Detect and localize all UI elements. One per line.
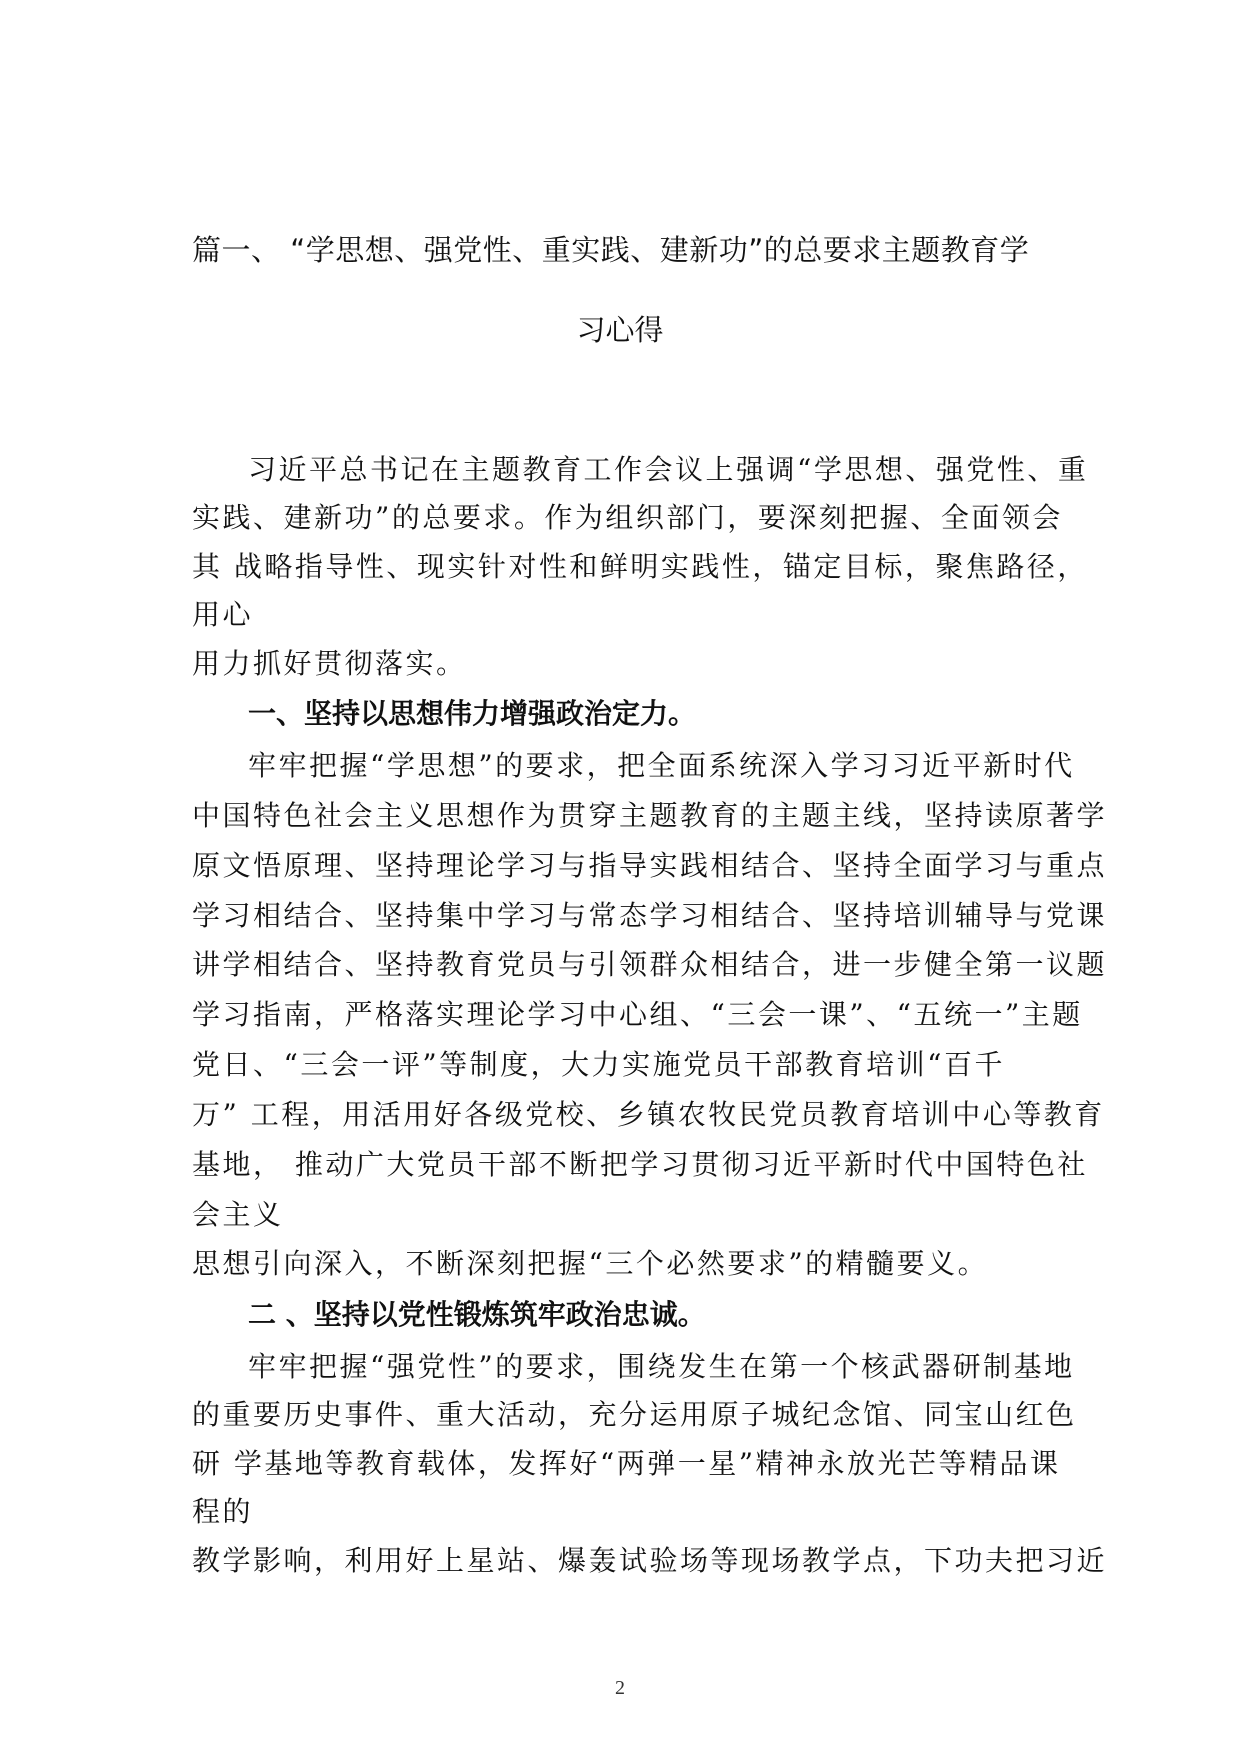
paragraph-line: 党日、“三会一评”等制度，大力实施党员干部教育培训“百千	[192, 1048, 1005, 1081]
paragraph-line: 用力抓好贯彻落实。	[192, 647, 467, 680]
paragraph-line: 中国特色社会主义思想作为贯穿主题教育的主题主线，坚持读原著学	[192, 799, 1108, 832]
paragraph-line: 学习指南，严格落实理论学习中心组、“三会一课”、“五统一”主题	[192, 998, 1083, 1031]
paragraph-line: 学习相结合、坚持集中学习与常态学习相结合、坚持培训辅导与党课	[192, 899, 1108, 932]
page-number: 2	[615, 1677, 625, 1699]
paragraph-line: 教学影响，利用好上星站、爆轰试验场等现场教学点，下功夫把习近	[192, 1544, 1108, 1577]
section-heading-2: 二 、坚持以党性锻炼筑牢政治忠诚。	[248, 1298, 706, 1331]
paragraph-line: 讲学相结合、坚持教育党员与引领群众相结合，进一步健全第一议题	[192, 948, 1108, 981]
paragraph-line: 习近平总书记在主题教育工作会议上强调“学思想、强党性、重	[248, 453, 1089, 486]
paragraph-line: 会主义	[192, 1198, 284, 1231]
paragraph-line: 其 战略指导性、现实针对性和鲜明实践性，锚定目标，聚焦路径，	[192, 550, 1088, 583]
paragraph-line: 原文悟原理、坚持理论学习与指导实践相结合、坚持全面学习与重点	[192, 849, 1108, 882]
section-heading-1: 一、坚持以思想伟力增强政治定力。	[248, 697, 697, 730]
paragraph-line: 牢牢把握“强党性”的要求，围绕发生在第一个核武器研制基地	[248, 1350, 1075, 1383]
paragraph-line: 实践、建新功”的总要求。作为组织部门，要深刻把握、全面领会	[192, 501, 1063, 534]
paragraph-line: 思想引向深入，不断深刻把握“三个必然要求”的精髓要义。	[192, 1247, 989, 1280]
document-title-line-2: 习心得	[576, 313, 664, 347]
paragraph-line: 万” 工程，用活用好各级党校、乡镇农牧民党员教育培训中心等教育	[192, 1098, 1105, 1131]
paragraph-line: 研 学基地等教育载体，发挥好“两弹一星”精神永放光芒等精品课	[192, 1447, 1061, 1480]
paragraph-line: 基地， 推动广大党员干部不断把学习贯彻习近平新时代中国特色社	[192, 1148, 1088, 1181]
paragraph-line: 程的	[192, 1495, 254, 1528]
paragraph-line: 牢牢把握“学思想”的要求，把全面系统深入学习习近平新时代	[248, 749, 1075, 782]
paragraph-line: 的重要历史事件、重大活动，充分运用原子城纪念馆、同宝山红色	[192, 1398, 1077, 1431]
document-title-line-1: 篇一、 “学思想、强党性、重实践、建新功”的总要求主题教育学	[192, 233, 1030, 267]
paragraph-line: 用心	[192, 598, 254, 631]
